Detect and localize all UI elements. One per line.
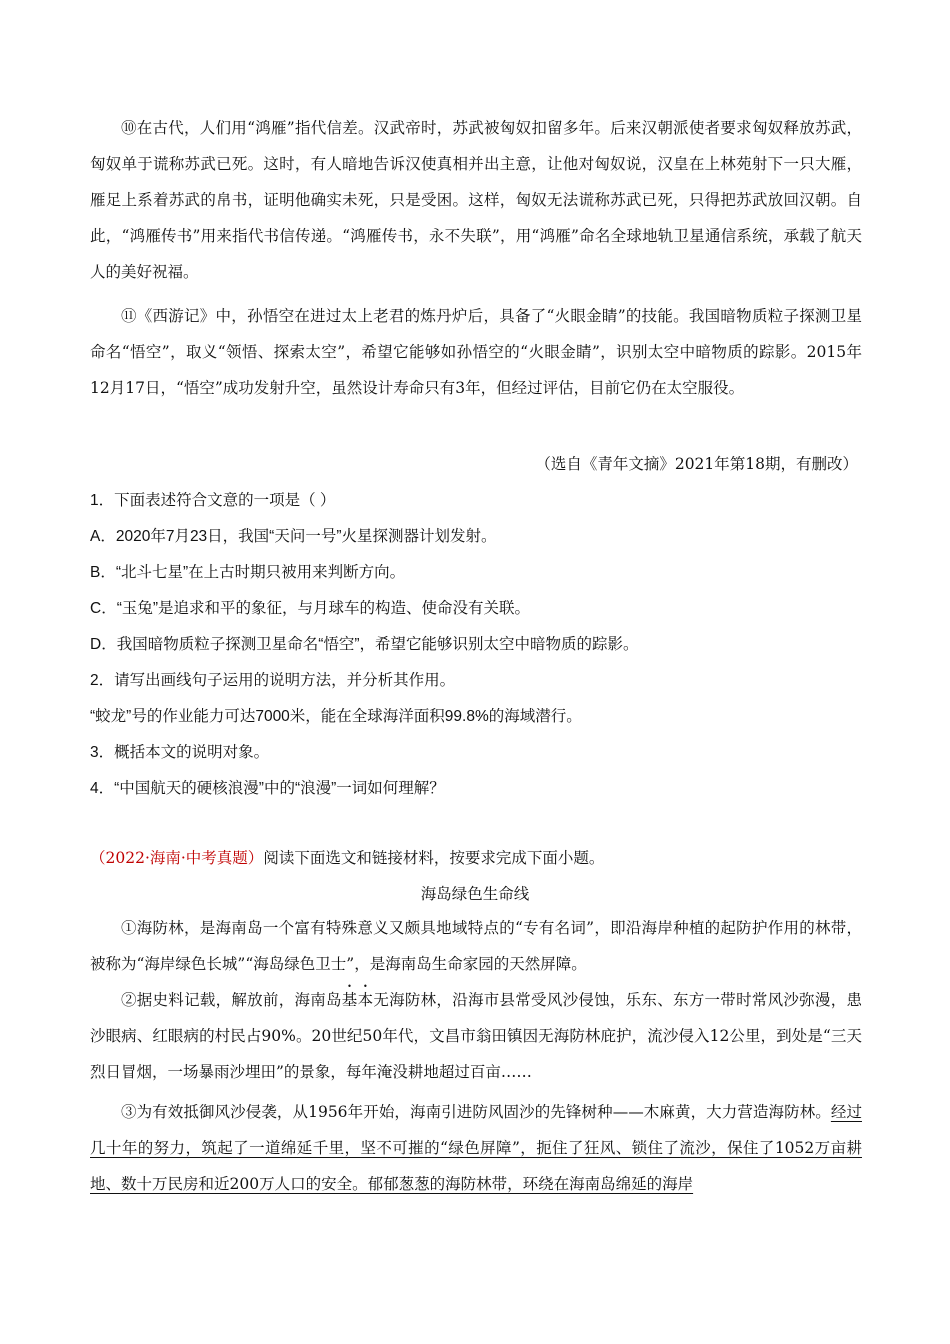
emphasized-word: 基本 <box>341 991 374 1009</box>
option-d: D．我国暗物质粒子探测卫星命名“悟空”，希望它能够识别太空中暗物质的踪影。 <box>90 636 639 653</box>
paragraph-2-text-a: ②据史料记载，解放前，海南岛 <box>121 991 342 1009</box>
option-a: A．2020年7月23日，我国“天问一号”火星探测器计划发射。 <box>90 528 497 545</box>
question-1: 1．下面表述符合文意的一项是（ ） <box>90 492 336 509</box>
paragraph-2-text-b: 无海防林，沿海市县常受风沙侵蚀，乐东、东方一带时常风沙弥漫，患沙眼病、红眼病的村民占90%。20世纪50年代，文昌市翁田镇因无海防林庇护，流沙侵入12公里，到处是“三天烈日冒烟，一场暴雨沙埋田”的景象，每年淹没耕地超过百亩…… <box>90 991 862 1081</box>
paragraph-3-text: ③为有效抵御风沙侵袭，从1956年开始，海南引进防风固沙的先锋树种——木麻黄，大力营造海防林。 <box>121 1103 831 1121</box>
question-2-quote: “蛟龙”号的作业能力可达7000米，能在全球海洋面积99.8%的海域潜行。 <box>90 708 582 725</box>
paragraph-10: ⑩在古代，人们用“鸿雁”指代信差。汉武帝时，苏武被匈奴扣留多年。后来汉朝派使者要求匈奴释放苏武，匈奴单于谎称苏武已死。这时，有人暗地告诉汉使真相并出主意，让他对匈奴说，汉皇在上林苑射下一只大雁，雁足上系着苏武的帛书，证明他确实未死，只是受困。这样，匈奴无法谎称苏武已死，只得把苏武放回汉朝。自此，“鸿雁传书”用来指代书信传递。“鸿雁传书，永不失联”，用“鸿雁”命名全球地轨卫星通信系统，承载了航天人的美好祝福。 <box>90 119 862 281</box>
source-citation: （选自《青年文摘》2021年第18期，有删改） <box>535 455 858 473</box>
exam-source-tag: （2022·海南·中考真题） <box>90 849 264 867</box>
underlined-sentence: 经过几十年的努力，筑起了一道绵延千里，坚不可摧的“绿色屏障”，扼住了狂风、锁住了流沙，保住了1052万亩耕地、数十万民房和近200万人口的安全。郁郁葱葱的海防林带，环绕在海南岛绵延的海岸 <box>90 1103 862 1193</box>
paragraph-1: ①海防林，是海南岛一个富有特殊意义又颇具地域特点的“专有名词”，即沿海岸种植的起防护作用的林带，被称为“海岸绿色长城”“海岛绿色卫士”，是海南岛生命家园的天然屏障。 <box>90 919 862 973</box>
question-3: 3．概括本文的说明对象。 <box>90 744 270 761</box>
section-heading <box>90 846 604 870</box>
instruction-text: 阅读下面选文和链接材料，按要求完成下面小题。 <box>263 849 605 867</box>
option-b: B．“北斗七星”在上古时期只被用来判断方向。 <box>90 564 406 581</box>
article-title: 海岛绿色生命线 <box>420 885 530 903</box>
paragraph-2 <box>90 982 862 1090</box>
paragraph-3 <box>90 1094 862 1202</box>
option-c: C．“玉兔”是追求和平的象征，与月球车的构造、使命没有关联。 <box>90 600 531 617</box>
question-4: 4．“中国航天的硬核浪漫”中的“浪漫”一词如何理解？ <box>90 780 445 797</box>
paragraph-11: ⑪《西游记》中，孙悟空在进过太上老君的炼丹炉后，具备了“火眼金睛”的技能。我国暗物质粒子探测卫星命名“悟空”，取义“领悟、探索太空”，希望它能够如孙悟空的“火眼金睛”，识别太空中暗物质的踪影。2015年12月17日，“悟空”成功发射升空，虽然设计寿命只有3年，但经过评估，目前它仍在太空服役。 <box>90 307 862 397</box>
question-2: 2．请写出画线句子运用的说明方法，并分析其作用。 <box>90 672 456 689</box>
